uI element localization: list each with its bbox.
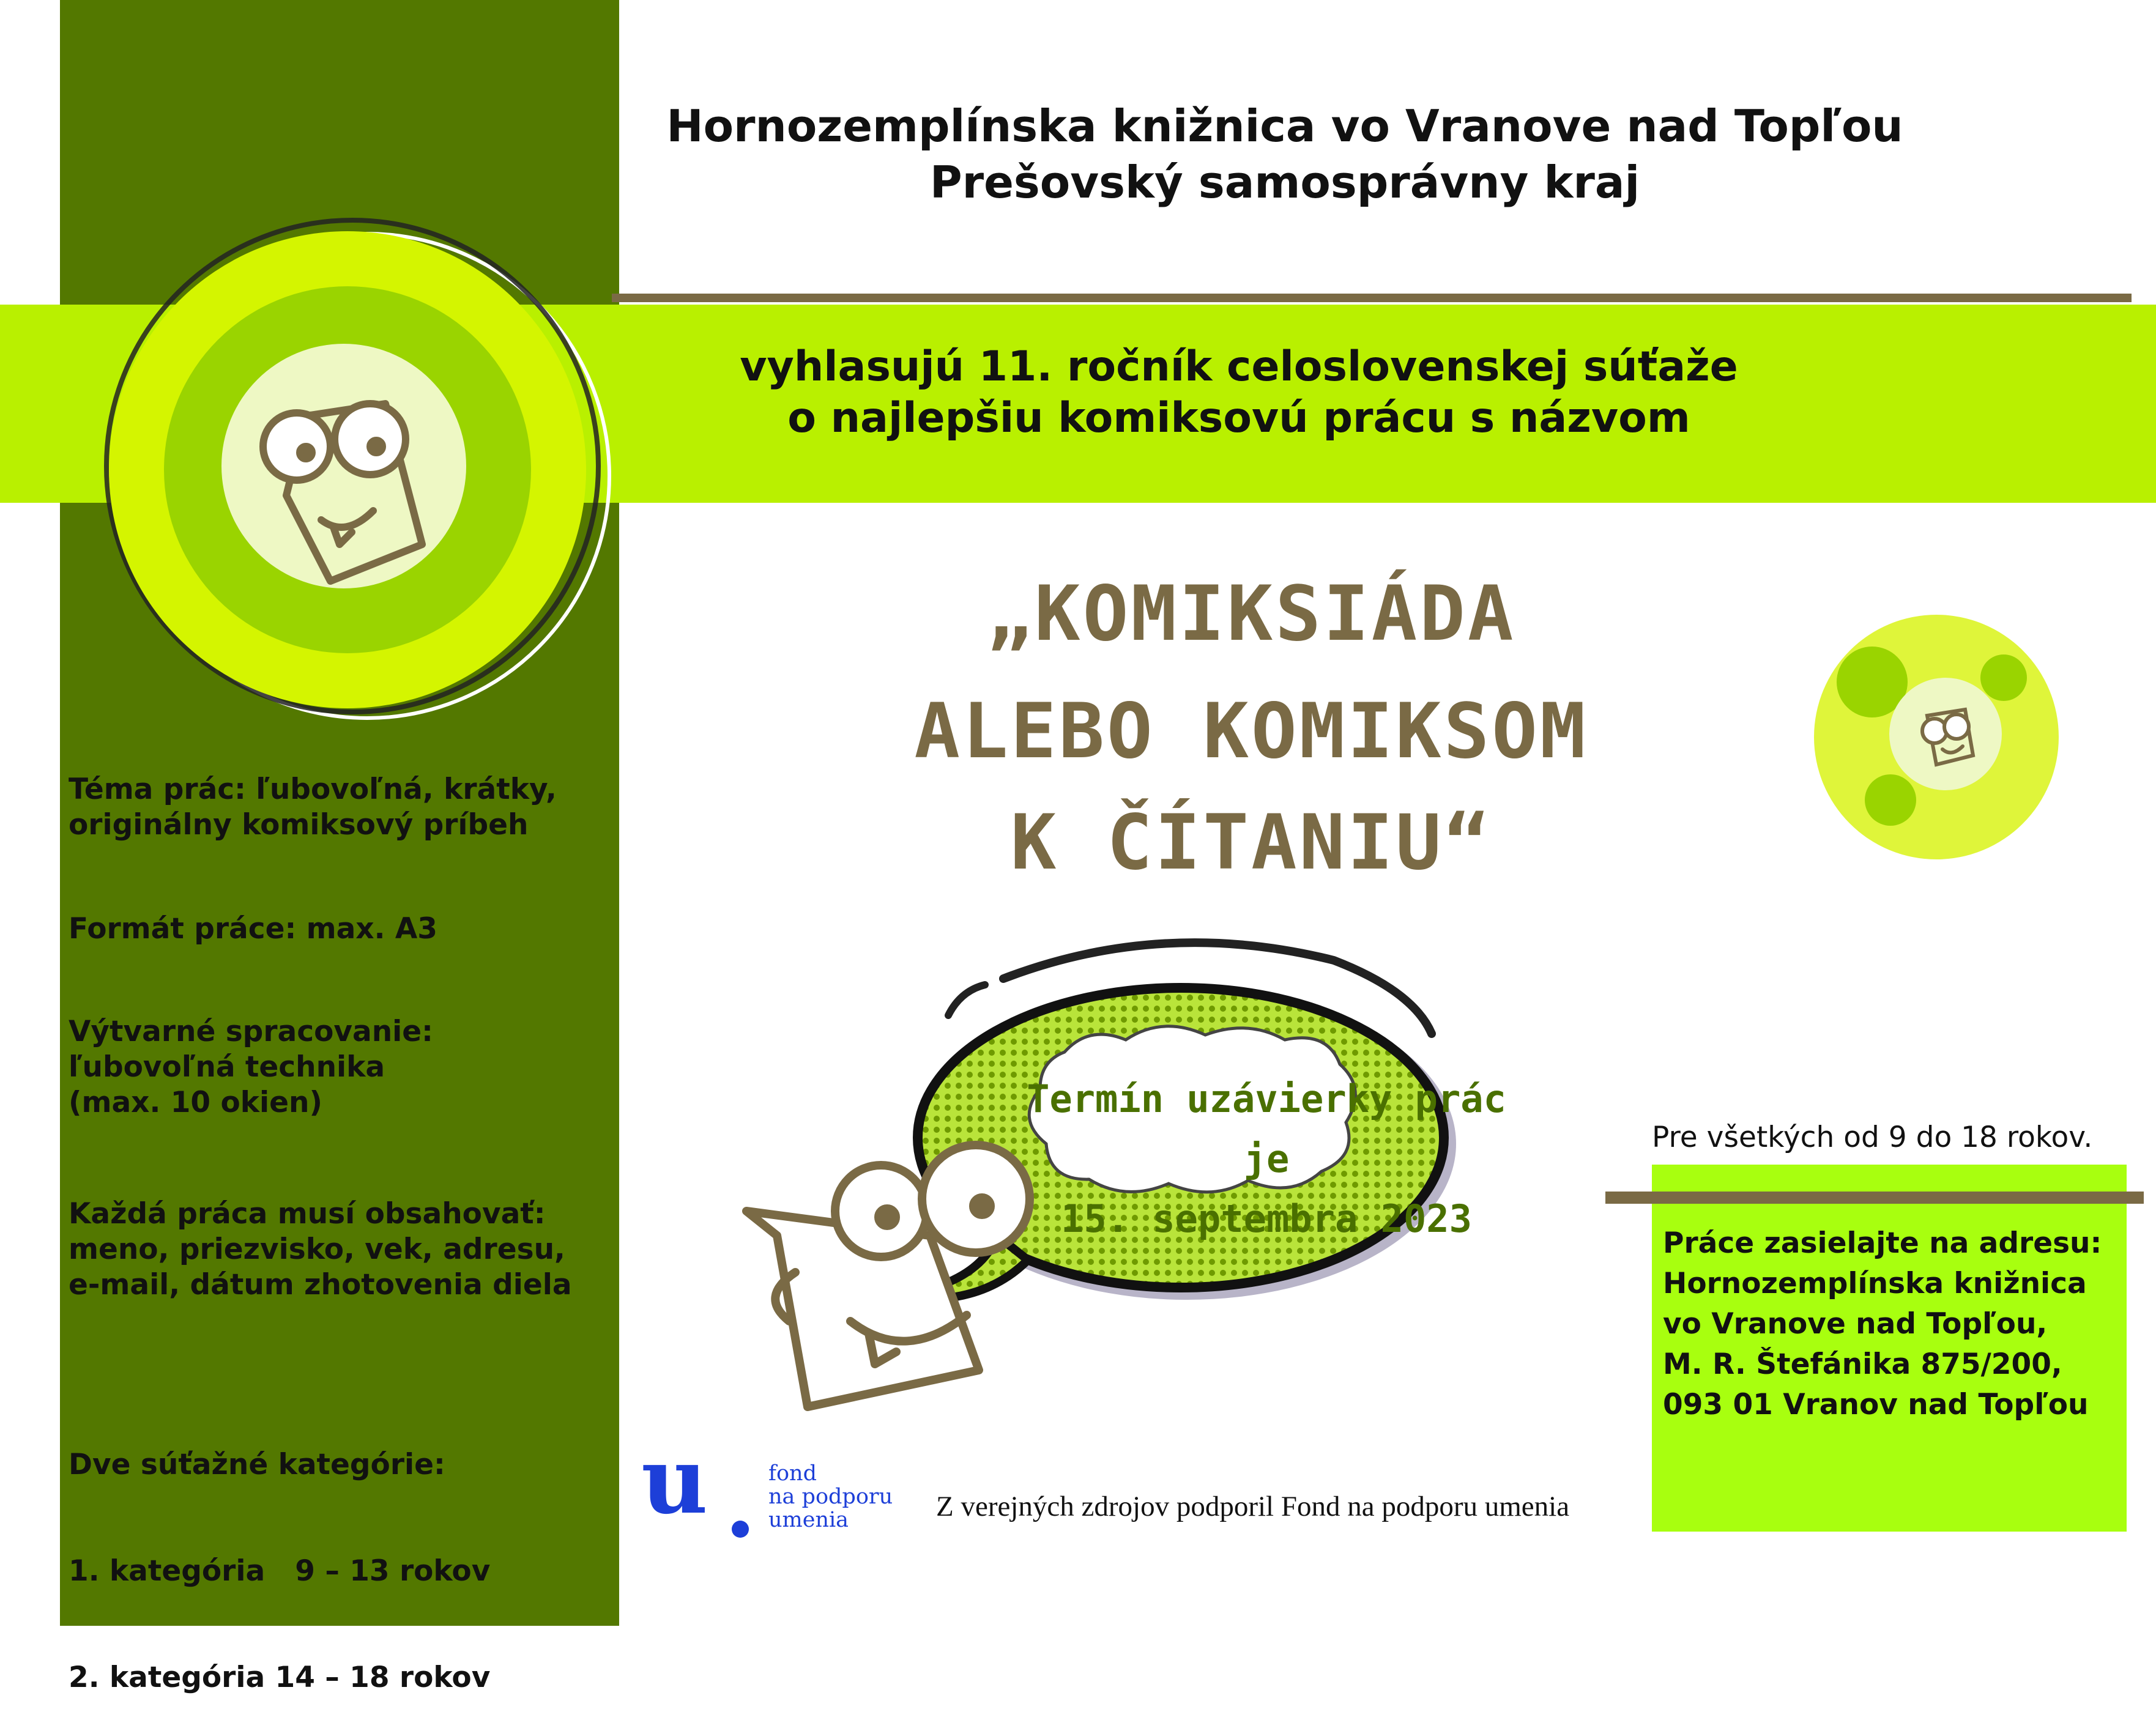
age-note: Pre všetkých od 9 do 18 rokov. (1652, 1121, 2093, 1154)
organizer-region: Prešovský samosprávny kraj (929, 157, 1640, 208)
format-rule (69, 911, 607, 947)
address-line-5: 093 01 Vranov nad Topľou (1663, 1388, 2089, 1421)
categories-rule (69, 1376, 607, 1731)
address-line-2: Hornozemplínska knižnica (1663, 1267, 2087, 1300)
address-divider-rule (1605, 1192, 2144, 1204)
technique-line-3: (max. 10 okien) (69, 1086, 322, 1119)
format-line-1: Formát práce: max. A3 (69, 912, 437, 946)
fund-logo-letter: u (641, 1427, 708, 1535)
address-line-4: M. R. Štefánika 875/200, (1663, 1347, 2062, 1381)
fund-logo-line-1: fond (768, 1461, 817, 1486)
fund-logo-line-3: umenia (768, 1508, 849, 1532)
technique-line-2: ľubovoľná technika (69, 1050, 385, 1084)
deadline-date: 15. septembra 2023 (1061, 1196, 1472, 1241)
address-line-1: Práce zasielajte na adresu: (1663, 1226, 2102, 1260)
sponsor-statement: Z verejných zdrojov podporil Fond na podporu umenia (936, 1491, 1570, 1522)
categories-line-3: 2. kategória 14 – 18 rokov (69, 1661, 491, 1694)
deadline-callout (1003, 1069, 1530, 1249)
theme-line-1: Téma prác: ľubovoľná, krátky, (69, 773, 557, 806)
mailing-address (1663, 1223, 2128, 1425)
address-line-3: vo Vranove nad Topľou, (1663, 1307, 2048, 1341)
organizer-name: Hornozemplínska knižnica vo Vranove nad Topľou (666, 100, 1903, 152)
small-circle-decoration (1805, 606, 2068, 869)
technique-rule (69, 1014, 607, 1121)
fund-logo-dot-icon (732, 1521, 749, 1538)
categories-line-2: 1. kategória 9 – 13 rokov (69, 1554, 491, 1588)
content-line-3: e-mail, dátum zhotovenia diela (69, 1268, 572, 1302)
content-line-1: Každá práca musí obsahovať: (69, 1197, 546, 1231)
technique-line-1: Výtvarné spracovanie: (69, 1015, 433, 1048)
content-line-2: meno, priezvisko, vek, adresu, (69, 1232, 565, 1266)
announcement-line-1: vyhlasujú 11. ročník celoslovenskej súťaže (740, 343, 1738, 391)
theme-rule (69, 772, 607, 843)
fund-logo-text (768, 1462, 893, 1532)
categories-line-1: Dve súťažné kategórie: (69, 1448, 445, 1481)
large-circle-decoration (104, 202, 655, 740)
theme-line-2: originálny komiksový príbeh (69, 808, 529, 842)
contest-title-line-2: ALEBO KOMIKSOM (914, 688, 1588, 776)
contest-title-line-3: K ČÍTANIU“ (1010, 799, 1492, 887)
top-divider-rule (612, 294, 2132, 302)
content-rule (69, 1196, 607, 1303)
deadline-line-1: Termín uzávierky prác je (1027, 1077, 1506, 1181)
announcement-line-2: o najlepšiu komiksovú prácu s názvom (787, 394, 1690, 442)
fund-logo-line-2: na podporu (768, 1485, 893, 1509)
contest-title-line-1: „KOMIKSIÁDA (986, 570, 1516, 658)
